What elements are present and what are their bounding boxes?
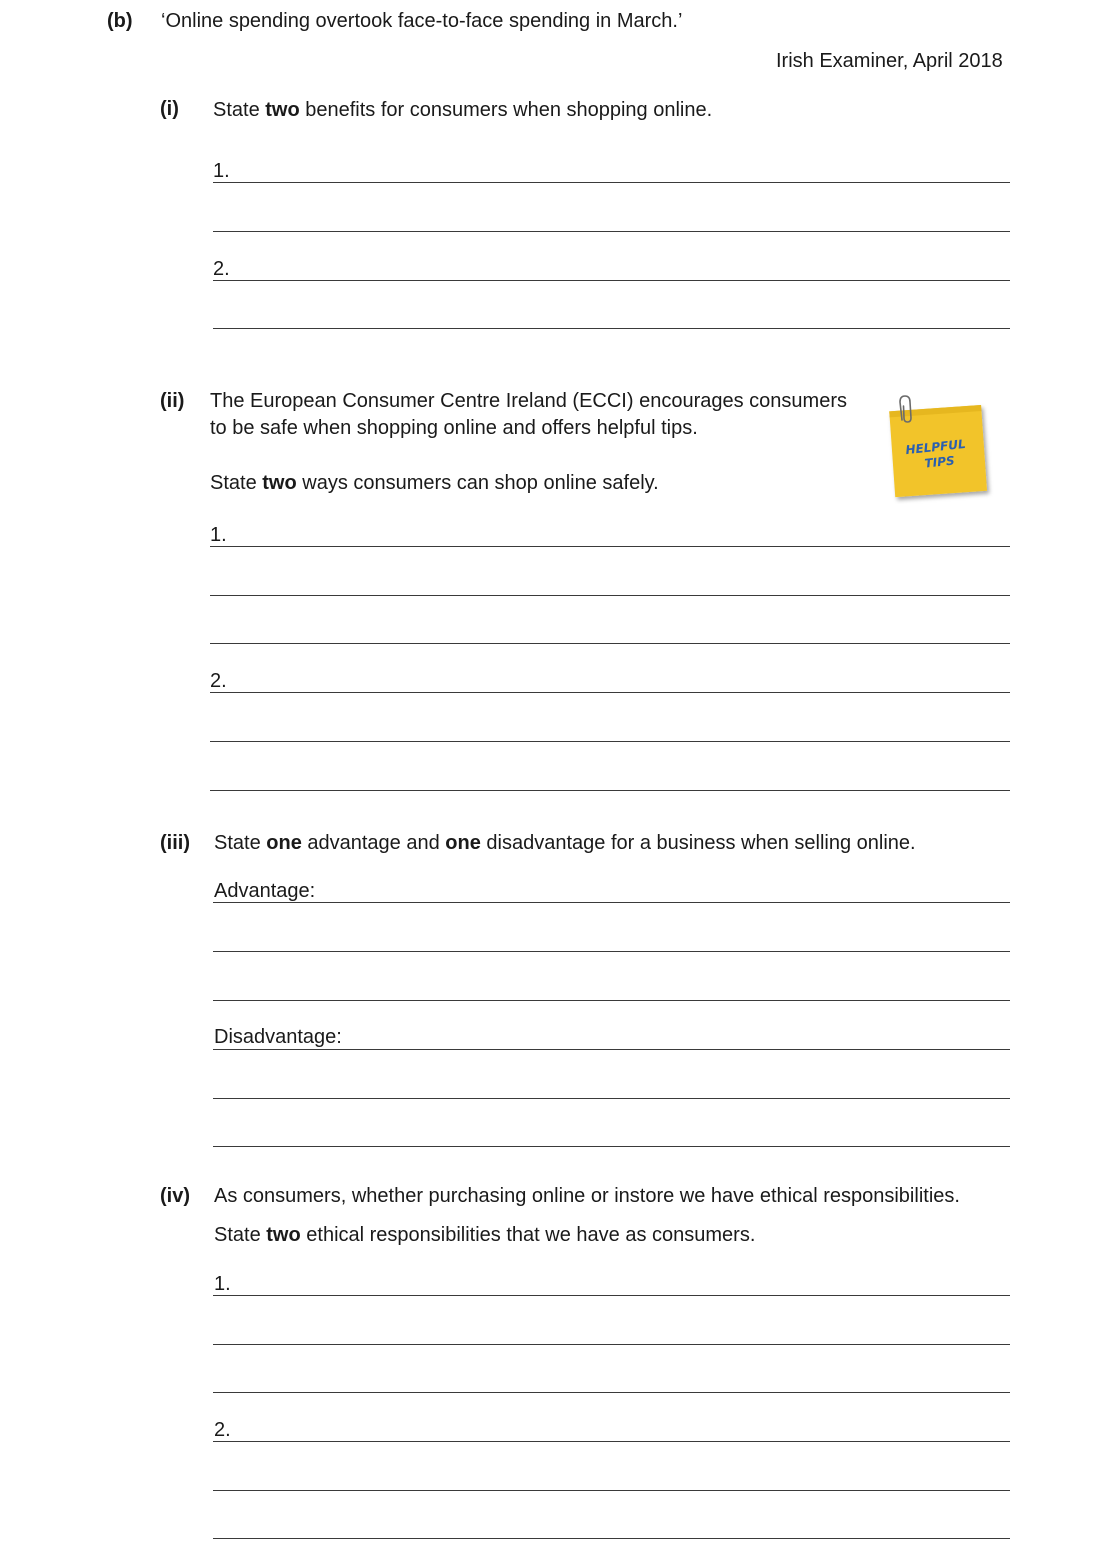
answer-line[interactable] [213,231,1010,232]
answer-line[interactable] [213,951,1010,952]
question-iii-text-pre: State [214,832,267,854]
answer-line[interactable] [213,1049,1010,1050]
note-text-2: TIPS [923,453,956,471]
question-ii-line2: to be safe when shopping online and offers helpful tips. [210,417,698,439]
answer-line[interactable] [210,790,1010,791]
question-iv-instruction-pre: State [214,1224,267,1246]
question-i-label: (i) [160,98,179,120]
disadvantage-label: Disadvantage: [214,1026,342,1048]
question-ii-instruction-bold: two [262,472,297,494]
question-i-text-pre: State [213,99,266,121]
question-ii-instruction [210,471,659,495]
answer-line[interactable] [213,182,1010,183]
question-ii-label: (ii) [160,390,185,412]
question-iv-line1: As consumers, whether purchasing online or instore we have ethical responsibilities. [214,1185,960,1207]
answer-line[interactable] [210,546,1010,547]
quote-source: Irish Examiner, April 2018 [776,50,1003,72]
note-text-1: HELPFUL [904,436,967,458]
answer-line[interactable] [213,328,1010,329]
question-ii-instruction-post: ways consumers can shop online safely. [296,472,659,494]
question-iii-text [214,831,916,855]
answer-line[interactable] [213,1295,1010,1296]
part-b-quote: ‘Online spending overtook face-to-face spending in March.’ [161,10,683,32]
answer-ii-2-label: 2. [210,670,227,692]
answer-line[interactable] [213,1538,1010,1539]
question-iv-instruction-post: ethical responsibilities that we have as consumers. [300,1224,756,1246]
answer-line[interactable] [210,643,1010,644]
answer-line[interactable] [213,280,1010,281]
question-iii-label: (iii) [160,832,190,854]
answer-iv-1-label: 1. [214,1273,231,1295]
answer-line[interactable] [210,741,1010,742]
question-i-text [213,98,712,122]
question-ii-line1: The European Consumer Centre Ireland (ECCI) encourages consumers [210,390,847,412]
question-iii-text-mid: advantage and [301,832,446,854]
question-iv-instruction-bold: two [266,1224,301,1246]
question-iii-text-post: disadvantage for a business when selling online. [480,832,916,854]
answer-line[interactable] [213,1441,1010,1442]
answer-ii-1-label: 1. [210,524,227,546]
answer-line[interactable] [213,1392,1010,1393]
answer-line[interactable] [213,1098,1010,1099]
answer-line[interactable] [213,1000,1010,1001]
helpful-tips-note [884,394,994,504]
question-iv-instruction [214,1223,755,1247]
answer-line[interactable] [213,902,1010,903]
answer-iv-2-label: 2. [214,1419,231,1441]
answer-line[interactable] [210,692,1010,693]
answer-i-1-label: 1. [213,160,230,182]
answer-line[interactable] [213,1344,1010,1345]
advantage-label: Advantage: [214,880,316,902]
sticky-note-icon [884,394,994,504]
answer-line[interactable] [213,1146,1010,1147]
part-b-label: (b) [107,10,133,32]
question-i-text-bold: two [265,99,300,121]
answer-line[interactable] [210,595,1010,596]
answer-line[interactable] [213,1490,1010,1491]
answer-i-2-label: 2. [213,258,230,280]
question-iii-text-bold1: one [266,832,302,854]
question-ii-instruction-pre: State [210,472,263,494]
question-i-text-post: benefits for consumers when shopping online. [299,99,713,121]
question-iv-label: (iv) [160,1185,190,1207]
question-iii-text-bold2: one [445,832,481,854]
